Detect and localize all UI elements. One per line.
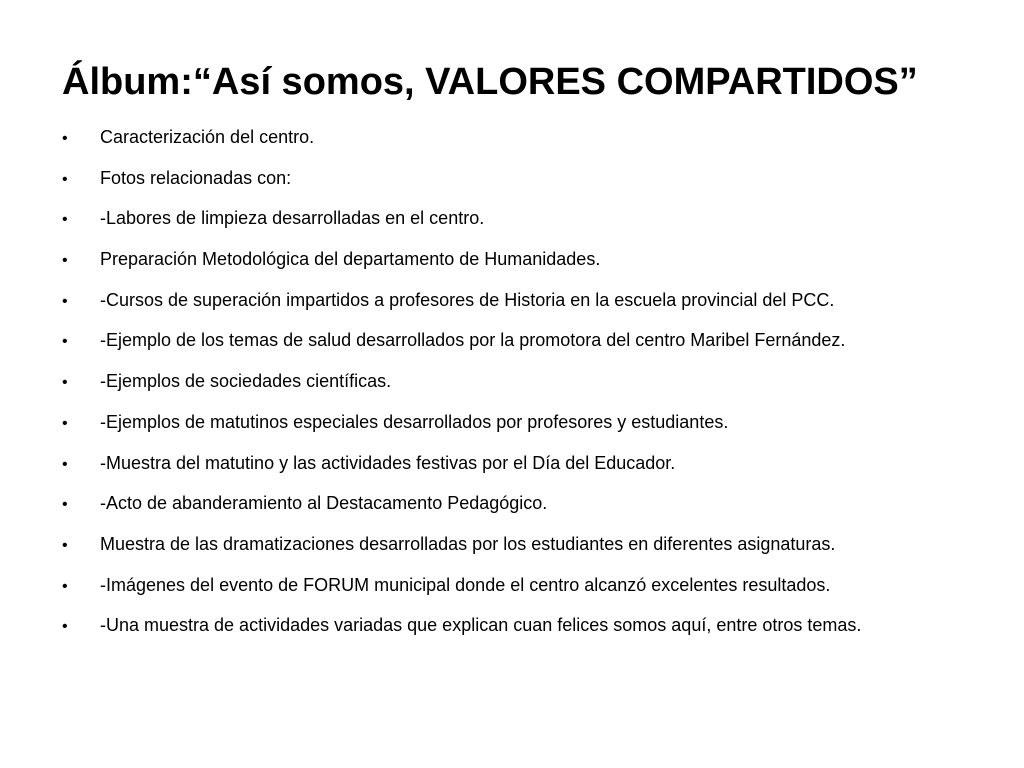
bullet-icon: • xyxy=(62,170,68,188)
list-item-text: Caracterización del centro. xyxy=(100,127,315,147)
bullet-icon: • xyxy=(62,496,68,514)
list-item xyxy=(62,242,1012,283)
bullet-icon: • xyxy=(62,536,68,554)
list-item-text: -Muestra del matutino y las actividades festivas por el Día del Educador. xyxy=(100,452,676,473)
bullet-icon: • xyxy=(62,577,68,595)
list-item-text: -Acto de abanderamiento al Destacamento Pedagógico. xyxy=(100,493,548,514)
list-item-text: -Una muestra de actividades variadas que explican cuan felices somos aquí, entre otros temas. xyxy=(100,615,862,636)
list-item xyxy=(62,405,1012,446)
bullet-icon: • xyxy=(62,211,68,229)
slide-title: Álbum:“Así somos, VALORES COMPARTIDOS” xyxy=(62,61,918,103)
bullet-icon: • xyxy=(62,618,68,636)
bullet-icon: • xyxy=(62,374,68,392)
bullet-icon: • xyxy=(62,292,68,310)
bullet-icon: • xyxy=(62,455,68,473)
list-item-text: Muestra de las dramatizaciones desarrolladas por los estudiantes en diferentes asignaturas. xyxy=(100,533,836,554)
list-item-text: Fotos relacionadas con: xyxy=(100,167,292,188)
list-item xyxy=(62,120,1012,161)
bullet-icon: • xyxy=(62,414,68,432)
bullet-icon: • xyxy=(62,130,68,147)
list-item-text: -Labores de limpieza desarrolladas en el centro. xyxy=(100,208,485,229)
list-item xyxy=(62,446,1012,487)
list-item xyxy=(62,608,1012,649)
bullet-icon: • xyxy=(62,333,68,351)
list-item-text: -Ejemplo de los temas de salud desarrollados por la promotora del centro Maribel Fernández. xyxy=(100,330,846,351)
list-item-text: -Ejemplos de sociedades científicas. xyxy=(100,371,392,392)
list-item-text: -Ejemplos de matutinos especiales desarrollados por profesores y estudiantes. xyxy=(100,411,729,432)
list-item xyxy=(62,323,1012,364)
list-item xyxy=(62,364,1012,405)
list-item xyxy=(62,283,1012,324)
list-item-text: Preparación Metodológica del departamento de Humanidades. xyxy=(100,249,601,270)
list-item xyxy=(62,161,1012,202)
list-item xyxy=(62,527,1012,568)
list-item xyxy=(62,486,1012,527)
list-item xyxy=(62,201,1012,242)
bullet-list xyxy=(62,120,1012,649)
list-item xyxy=(62,568,1012,609)
bullet-icon: • xyxy=(62,252,68,270)
list-item-text: -Imágenes del evento de FORUM municipal donde el centro alcanzó excelentes resultados. xyxy=(100,574,831,595)
list-item-text: -Cursos de superación impartidos a profesores de Historia en la escuela provincial del PCC. xyxy=(100,289,835,310)
